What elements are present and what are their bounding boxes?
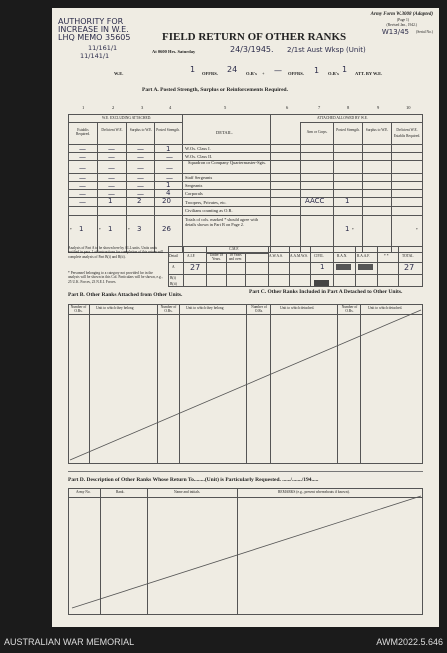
col-num-7: 7 — [318, 105, 321, 110]
an-row-a: A — [172, 265, 175, 269]
r6-c4: 20 — [162, 197, 171, 205]
star-c1: * — [70, 228, 72, 232]
an-col-awas: A.W.A.S. — [269, 254, 283, 258]
total-c7: 1 — [345, 225, 350, 233]
redaction-mark — [314, 280, 329, 286]
hdr-posted-r: Posted Strength. — [336, 128, 360, 132]
att-by-we-label: ATT. BY W.E. — [355, 71, 383, 76]
row-detail-sgt: Sergeants — [185, 183, 203, 188]
part-b-title: Part B. Other Ranks Attached from Other Units. — [68, 292, 183, 298]
att-ors2: 1 — [314, 66, 320, 75]
hdr-detail: DETAIL. — [216, 130, 234, 135]
an-row-bii: B(ii) — [170, 282, 177, 286]
hdr-arm: Arm or Corps. — [306, 130, 328, 134]
row-detail-wo1: W.Os. Class I. — [185, 146, 211, 151]
col-num-9: 9 — [377, 105, 380, 110]
r0-c1: — — [79, 145, 86, 153]
serial-number: W13/45 — [381, 28, 409, 36]
b-col-num-1: Number of O.Rs. — [70, 305, 87, 313]
r0-c4: 1 — [166, 145, 171, 153]
an-col-total: TOTAL — [402, 254, 414, 258]
r4-c2: — — [108, 182, 115, 190]
c-col-unit-1: Unit to which detached. — [280, 306, 315, 310]
hdr-posted: Posted Strength. — [156, 128, 180, 132]
r6-c2: 1 — [108, 197, 113, 205]
r3-c3: — — [137, 174, 144, 182]
hdr-deficient: Deficient W.E. — [101, 128, 123, 132]
we-offrs: 1 — [190, 65, 196, 74]
total-c1: 1 — [79, 225, 84, 233]
analysis-note-2: * Personnel belonging to a category not provided for in the analysis will be shown in this Col. Particulars will be shown, e.g., 25 U.K. Forces, 23 N.E.I. Forces. — [68, 271, 163, 284]
r1-c4: — — [166, 153, 173, 161]
we-plus: + — [262, 71, 265, 76]
an-col-ran: R.A.N. — [337, 254, 348, 258]
an-col-raaf: R.A.A.F. — [357, 254, 370, 258]
col-num-3: 3 — [141, 105, 144, 110]
col-num-1: 1 — [82, 105, 85, 110]
r5-c4: 4 — [166, 189, 171, 197]
cmf-label: C.M.F. — [229, 247, 239, 251]
an-col-other: * * — [384, 254, 389, 258]
an-a-total: 27 — [404, 263, 415, 272]
row-detail-totals: Totals of cols. marked * should agree with details shown in Part B on Page 2. — [185, 217, 258, 227]
part-d-title: Part D. Description of Other Ranks Whose Return To........(Unit) is Particularly Requested. ....../......./194..... — [68, 477, 319, 483]
serial-label: (Serial No.) — [416, 30, 433, 34]
star-c7: * — [352, 228, 354, 232]
att-ors: 1 — [342, 65, 348, 74]
row-detail-cpl: Corporals — [185, 191, 203, 196]
r0-c2: — — [108, 145, 115, 153]
form-revised: (Revised Jan., 1942.) — [386, 23, 417, 27]
an-col-aif: A.I.F. — [187, 254, 196, 258]
r3-c4: — — [166, 174, 173, 182]
hdr-surplus-r: Surplus to W.E. — [365, 128, 389, 132]
r6-c3: 2 — [137, 197, 142, 205]
r2-c2: — — [108, 164, 115, 172]
att-offrs: — — [274, 66, 282, 75]
an-a-civil: 1 — [320, 263, 325, 271]
we-ors-label: O.R's — [246, 71, 257, 76]
hdr-establis: Establis Required. — [75, 128, 91, 136]
form-sheet — [52, 8, 439, 627]
att-offrs-label: OFFRS. — [288, 71, 304, 76]
r6-c1: — — [79, 198, 86, 206]
r1-c1: — — [79, 153, 86, 161]
att-ors-label: O.R's — [328, 71, 339, 76]
r6-c7: 1 — [345, 197, 350, 205]
r2-c3: — — [137, 164, 144, 172]
star-c2: * — [99, 228, 101, 232]
part-c-title: Part C. Other Ranks Included in Part A Detached to Other Units. — [249, 289, 403, 295]
we-offrs-label: OFFRS. — [202, 71, 218, 76]
r6-arm: AACC — [305, 197, 325, 205]
footer-ref: AWM2022.5.646 — [376, 637, 443, 647]
nil-strike-line — [68, 488, 423, 615]
r1-c3: — — [137, 153, 144, 161]
an-col-18over: 18 Years and over. — [228, 253, 243, 261]
col-num-4: 4 — [169, 105, 172, 110]
r4-c3: — — [137, 182, 144, 190]
col-num-10: 10 — [406, 105, 411, 110]
b-col-num-2: Number of O.Rs. — [160, 305, 177, 313]
an-a-aif: 27 — [190, 263, 201, 272]
an-col-under18: Under 18 Years. — [209, 253, 224, 261]
r4-c1: — — [79, 182, 86, 190]
r0-c3: — — [137, 145, 144, 153]
nil-strike-line — [68, 304, 423, 464]
r2-c1: — — [79, 164, 86, 172]
hdr-surplus: Surplus to W.E. — [129, 128, 153, 132]
redaction-mark — [336, 264, 351, 270]
r5-c3: — — [137, 190, 144, 198]
d-col-name: Name and initials. — [174, 490, 201, 494]
analysis-note: Analysis of Part A to be shown here by ALL units. Units units notified in para. 1 of instructions for completion of this return will complete analysis of Part B(i) and B(ii). — [68, 246, 164, 259]
star-c3: * — [128, 228, 130, 232]
r1-c2: — — [108, 153, 115, 161]
an-col-detail: Detail — [169, 254, 178, 258]
total-c3: 3 — [137, 225, 142, 233]
an-col-aamws: A.A.M.W.S. — [290, 254, 308, 258]
hdr-we-excl: W.E. EXCLUDING ATTACHED. — [102, 116, 152, 120]
c-col-num-2: Number of O.Rs. — [341, 305, 358, 313]
hdr-establis-r: Establis Required. — [393, 134, 421, 138]
part-a-title: Part A. Posted Strength, Surplus or Reinforcements Required. — [142, 87, 288, 93]
we-label: W.E. — [114, 71, 124, 76]
r2-c4: — — [166, 164, 173, 172]
row-detail-cqms: Squadron or Company Quartermaster-Sgts. — [188, 160, 266, 165]
col-num-8: 8 — [347, 105, 350, 110]
r3-c1: — — [79, 174, 86, 182]
col-num-5: 5 — [224, 105, 227, 110]
star-c10: * — [416, 228, 418, 232]
col-num-6: 6 — [286, 105, 289, 110]
d-col-army-no: Army No. — [76, 490, 91, 494]
handwritten-ref: 11/161/1 11/141/1 — [80, 44, 118, 60]
redaction-mark — [358, 264, 373, 270]
an-row-bi: B(i) — [170, 276, 176, 280]
b-col-unit-1: Unit to which they belong — [96, 306, 134, 310]
total-c4: 26 — [162, 225, 171, 233]
form-title: FIELD RETURN OF OTHER RANKS — [162, 31, 347, 43]
row-detail-civ: Civilians counting as O.R. — [185, 208, 233, 213]
footer-archive: AUSTRALIAN WAR MEMORIAL — [4, 637, 135, 647]
at-label: At 0600 Hrs. Saturday — [152, 49, 196, 54]
form-page: (Page 1) — [396, 18, 409, 22]
r4-c4: 1 — [166, 181, 171, 189]
c-col-num-1: Number of O.Rs. — [251, 305, 267, 313]
r3-c2: — — [108, 174, 115, 182]
d-col-rank: Rank. — [116, 490, 125, 494]
we-ors: 24 — [227, 65, 238, 74]
unit-name: 2/1st Aust Wksp (Unit) — [287, 46, 366, 54]
col-num-2: 2 — [112, 105, 115, 110]
an-col-civil: CIVIL — [314, 254, 324, 258]
hdr-deficient-r: Deficient W.E. — [396, 128, 418, 132]
part-a-table — [68, 114, 423, 253]
c-col-unit-2: Unit to which detached. — [368, 306, 403, 310]
row-detail-wo2: W.Os. Class II. — [185, 154, 213, 159]
form-id: Army Form W.3008 (Adapted) — [370, 12, 433, 17]
handwritten-authority: AUTHORITY FOR INCREASE IN W.E. LHQ MEMO 35605 — [58, 17, 131, 42]
total-c2: 1 — [108, 225, 113, 233]
b-col-unit-2: Unit to which they belong — [186, 306, 224, 310]
row-detail-pte: Troopers, Privates, etc. — [185, 200, 227, 205]
r5-c1: — — [79, 190, 86, 198]
row-detail-ssgt: Staff Sergeants — [185, 175, 213, 180]
d-col-remarks: REMARKS (e.g., present whereabouts if known). — [278, 490, 350, 494]
r5-c2: — — [108, 190, 115, 198]
hdr-attached: ATTACHED ALLOWED BY W.E. — [317, 116, 368, 120]
return-date: 24/3/1945. — [230, 45, 274, 54]
